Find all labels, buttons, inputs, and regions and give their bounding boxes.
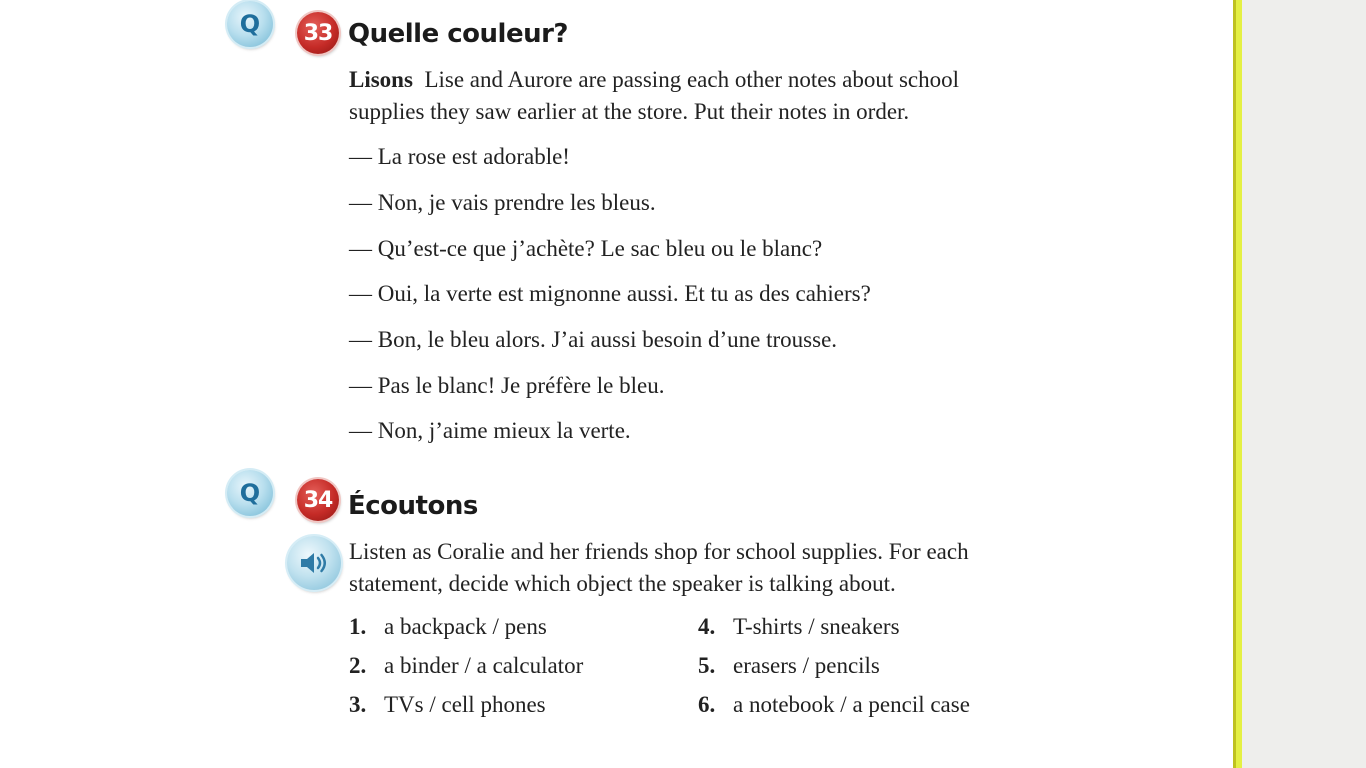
activity-title: Écoutons <box>348 491 478 521</box>
quiz-icon[interactable]: Q <box>227 1 273 47</box>
speaker-icon <box>297 548 331 578</box>
margin-accent-band <box>1236 0 1242 768</box>
instructions-text-line-1: Lise and Aurore are passing each other notes about school <box>424 67 960 92</box>
activity-title: Quelle couleur? <box>348 19 568 49</box>
note-line: — Qu’est-ce que j’achète? Le sac bleu ou le blanc? <box>349 236 823 261</box>
note-line: — Oui, la verte est mignonne aussi. Et tu as des cahiers? <box>349 281 871 306</box>
answer-item <box>698 690 970 720</box>
instructions-lead: Lisons <box>349 67 413 92</box>
instructions-text-line-2: supplies they saw earlier at the store. Put their notes in order. <box>349 99 910 124</box>
note-line: — La rose est adorable! <box>349 144 570 169</box>
item-text: T-shirts / sneakers <box>733 614 900 639</box>
item-text: a notebook / a pencil case <box>733 692 970 717</box>
activity-instructions <box>349 536 1109 600</box>
answer-item <box>698 651 880 681</box>
item-text: a binder / a calculator <box>384 653 584 678</box>
item-number: 5. <box>698 653 716 678</box>
item-text: a backpack / pens <box>384 614 547 639</box>
page-margin-strip <box>1233 0 1366 768</box>
item-number: 3. <box>349 692 367 717</box>
answer-item <box>349 612 547 642</box>
audio-play-button[interactable] <box>287 536 341 590</box>
activity-instructions <box>349 64 1109 128</box>
item-number: 4. <box>698 614 716 639</box>
item-number: 1. <box>349 614 367 639</box>
item-text: TVs / cell phones <box>384 692 546 717</box>
note-line: — Pas le blanc! Je préfère le bleu. <box>349 373 665 398</box>
instructions-text-line-1: Listen as Coralie and her friends shop for school supplies. For each <box>349 539 969 564</box>
activity-number-badge: 34 <box>297 479 339 521</box>
note-line: — Non, je vais prendre les bleus. <box>349 190 656 215</box>
activity-number-badge: 33 <box>297 12 339 54</box>
answer-item <box>349 651 583 681</box>
answer-item <box>349 690 546 720</box>
item-text: erasers / pencils <box>733 653 880 678</box>
item-number: 2. <box>349 653 367 678</box>
note-line: — Non, j’aime mieux la verte. <box>349 418 631 443</box>
quiz-icon[interactable]: Q <box>227 470 273 516</box>
note-line: — Bon, le bleu alors. J’ai aussi besoin d’une trousse. <box>349 327 838 352</box>
instructions-text-line-2: statement, decide which object the speaker is talking about. <box>349 571 896 596</box>
item-number: 6. <box>698 692 716 717</box>
answer-item <box>698 612 900 642</box>
